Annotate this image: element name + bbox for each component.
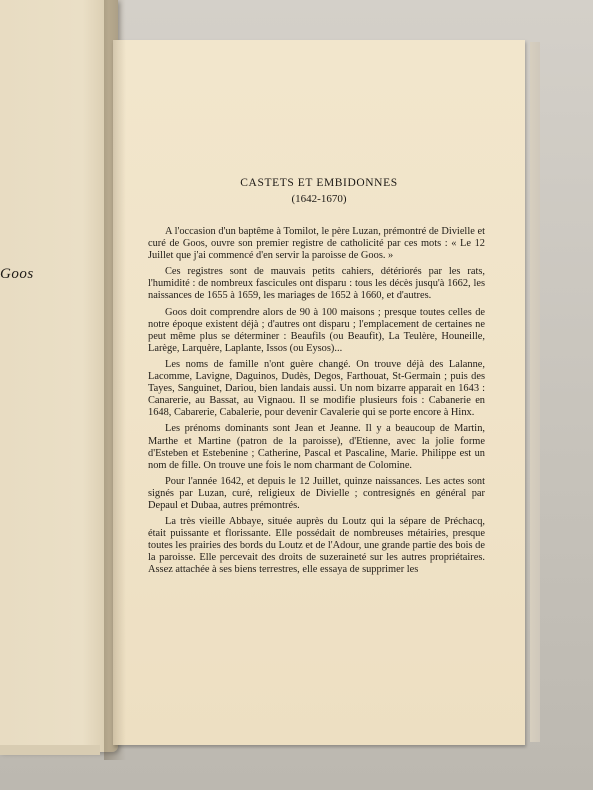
left-page-edge <box>0 745 100 755</box>
paragraph: Ces registres sont de mauvais petits cahiers, détériorés par les rats, l'humidité : de nombreux fascicules ont disparu : tous les décès jusqu'à 1662, les naissances de 1655 à 1659, les mariages de 1652 à 1660, et d'autres. <box>148 266 485 302</box>
paragraph: Pour l'année 1642, et depuis le 12 Juillet, quinze naissances. Les actes sont signés par Luzan, curé, religieux de Divielle ; contresignés en général par Depaul et Dubaa, autres prémontrés. <box>148 475 485 511</box>
chapter-title: CASTETS ET EMBIDONNES <box>240 177 398 189</box>
book-page <box>113 40 525 745</box>
paragraph: Goos doit comprendre alors de 90 à 100 maisons ; presque toutes celles de notre époque existent déjà ; d'autres ont disparu ; l'emplacement de certaines ne peut même plus se déterminer : Beaufils (ou Beaufit), La Teulère, Houneille, Larège, Larquère, Laplante, Issos (ou Eysos)... <box>148 306 485 354</box>
paragraph: La très vieille Abbaye, située auprès du Loutz qui la sépare de Préchacq, était puissante et florissante. Elle possédait de nombreuses métairies, presque toutes les prairies des bords du Loutz et de l'Adour, une grande partie des bois de la paroisse. Elle percevait des droits de suzeraineté sur les autres propriétaires. Assez attachée à ses biens terrestres, elle essaya de supprimer les <box>148 516 485 576</box>
chapter-dates: (1642-1670) <box>291 193 347 205</box>
left-page <box>0 0 118 752</box>
left-page-fragment: Goos <box>0 266 34 282</box>
page-body <box>148 226 485 581</box>
gutter-shadow <box>104 0 126 760</box>
paragraph: Les noms de famille n'ont guère changé. On trouve déjà des Lalanne, Lacomme, Lavigne, Daguinos, Dudès, Degos, Farthouat, St-Germain ; puis des Tayes, Sanguinet, Dariou, bien landais aussi. Un nom bizarre apparait en 1643 : Canarerie, au Bassat, au Vignaou. Il se modifie plusieurs fois : Cabanerie en 1648, Cabarerie, Cabalerie, pour devenir Cavalerie qui se porte encore à Hinx. <box>148 358 485 419</box>
paragraph: A l'occasion d'un baptême à Tomilot, le père Luzan, prémontré de Divielle et curé de Goos, ouvre son premier registre de catholicité par ces mots : « Le 12 Juillet que j'ai commencé d'en servir la paroisse de Goos. » <box>148 226 485 262</box>
paragraph: Les prénoms dominants sont Jean et Jeanne. Il y a beaucoup de Martin, Marthe et Martine (patron de la paroisse), d'Etienne, avec la jolie forme d'Esteben et Estebenine ; Catherine, Pascal et Pascaline, Marie. Philippe est un nom de fille. On trouve une fois le nom charmant de Colomine. <box>148 423 485 471</box>
page-stack-edge <box>530 42 540 742</box>
